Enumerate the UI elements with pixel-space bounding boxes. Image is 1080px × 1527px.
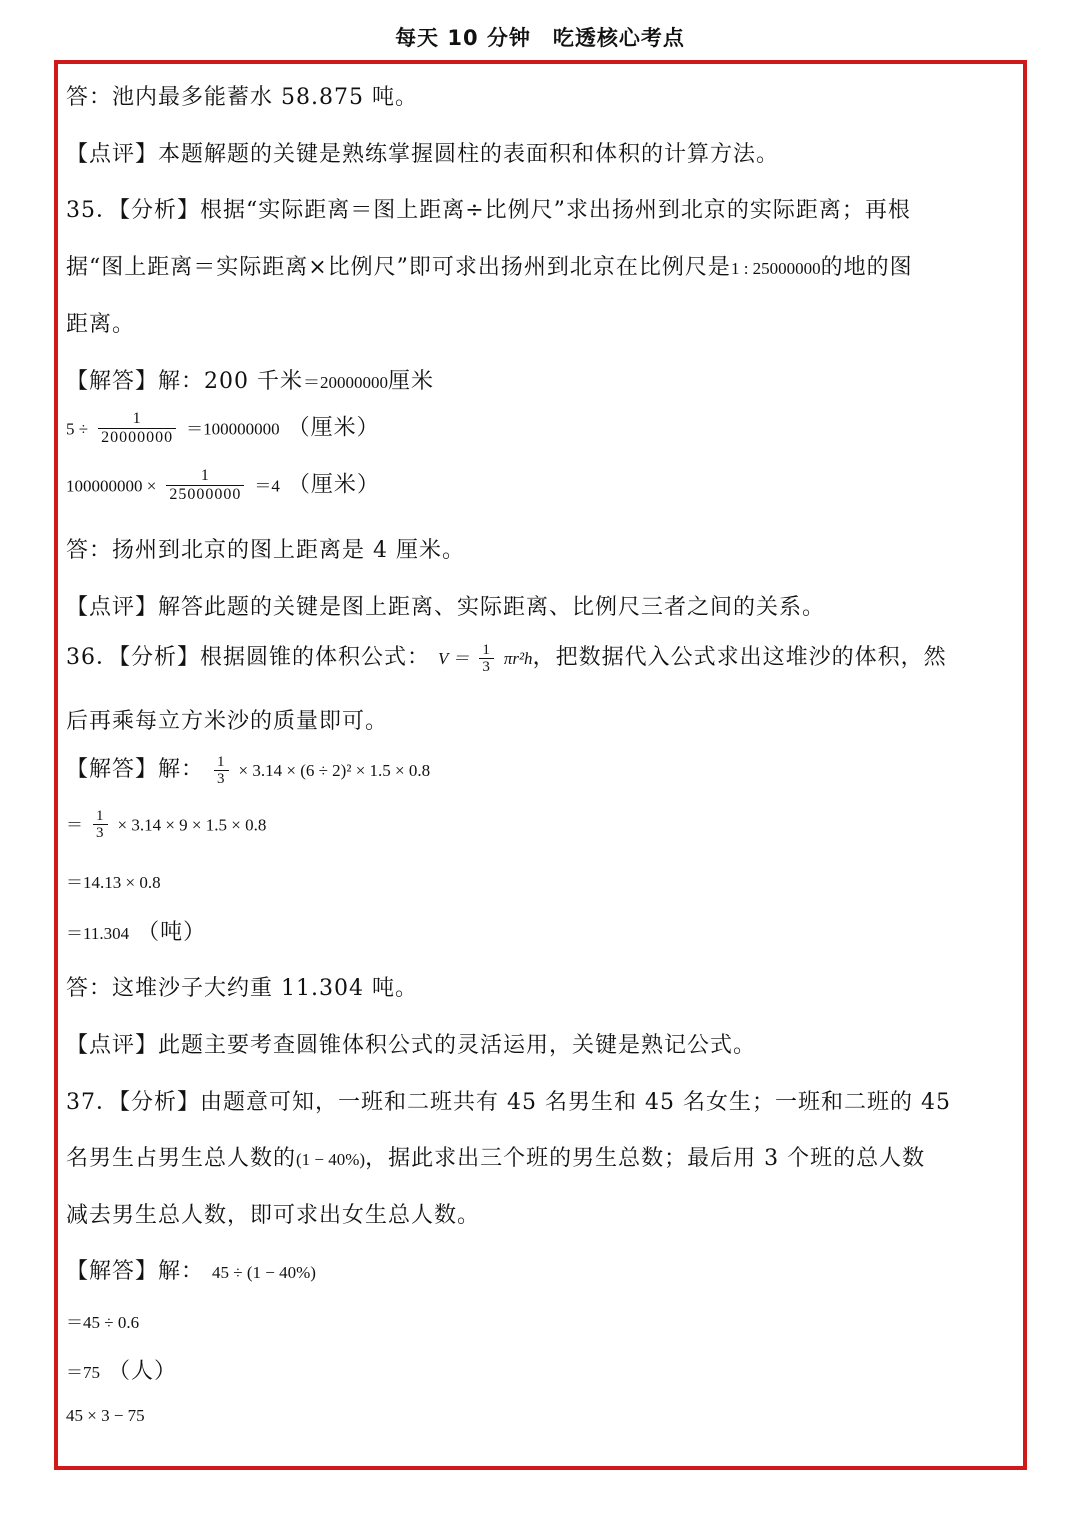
q36-solution-label: 【解答】解： bbox=[66, 757, 205, 782]
q35-analysis-line2-tail: 的地的图 bbox=[820, 255, 913, 280]
q36-formula-rest: πr²h bbox=[503, 649, 533, 668]
q37-solution-label: 【解答】解： bbox=[66, 1259, 205, 1284]
review-35: 【点评】解答此题的关键是图上距离、实际距离、比例尺三者之间的关系。 bbox=[66, 595, 826, 620]
q36-eq3-unit: （吨） bbox=[137, 920, 207, 945]
q36-equation-1 bbox=[66, 808, 266, 841]
q36-formula-denominator: 3 bbox=[482, 658, 491, 675]
q35-eq2-unit: （厘米） bbox=[287, 472, 380, 498]
q35-solution-line bbox=[66, 364, 434, 395]
review-36: 【点评】此题主要考查圆锥体积公式的灵活运用，关键是熟记公式。 bbox=[66, 1033, 757, 1058]
q37-analysis-line2-tail: ，据此求出三个班的男生总数；最后用 3 个班的总人数 bbox=[365, 1146, 926, 1171]
q35-eq2-denominator: 25000000 bbox=[169, 486, 242, 503]
q35-eq2-pre: 100000000 × bbox=[66, 476, 157, 496]
q35-equation-1 bbox=[66, 410, 380, 447]
q36-equation-3 bbox=[66, 915, 206, 946]
q35-eq1-unit: （厘米） bbox=[287, 415, 380, 441]
q37-eq2-result: ＝75 bbox=[66, 1363, 100, 1382]
q35-analysis-line1: 35．【分析】根据“实际距离＝图上距离÷比例尺”求出扬州到北京的实际距离；再根 bbox=[66, 198, 911, 223]
q36-formula-numerator: 1 bbox=[479, 642, 494, 659]
q37-equation-3: 45 × 3 − 75 bbox=[66, 1406, 145, 1425]
q36-analysis-tail: ，把数据代入公式求出这堆沙的体积，然 bbox=[532, 645, 947, 670]
q37-analysis-line2-text: 名男生占男生总人数的 bbox=[66, 1146, 297, 1171]
q36-equation-2: ＝14.13 × 0.8 bbox=[66, 873, 161, 892]
answer-36: 答：这堆沙子大约重 11.304 吨。 bbox=[66, 976, 418, 1001]
q35-equation-2 bbox=[66, 467, 380, 504]
q36-eq1-expr: × 3.14 × 9 × 1.5 × 0.8 bbox=[117, 815, 267, 835]
q37-solution-line bbox=[66, 1254, 316, 1285]
q36-solution-expr: × 3.14 × (6 ÷ 2)² × 1.5 × 0.8 bbox=[238, 761, 431, 780]
q35-eq1-fraction bbox=[98, 410, 176, 447]
q35-eq2-result: ＝4 bbox=[254, 476, 280, 496]
q36-eq1-fraction bbox=[93, 808, 108, 841]
q35-solution-eq: ＝20000000 bbox=[303, 373, 388, 392]
q37-analysis-line3: 减去男生总人数，即可求出女生总人数。 bbox=[66, 1203, 481, 1228]
q36-analysis-line1 bbox=[66, 640, 947, 675]
q36-eq1-denominator: 3 bbox=[96, 825, 105, 841]
q36-eq1-numerator: 1 bbox=[93, 808, 108, 825]
q37-solution-expr: 45 ÷ (1 − 40%) bbox=[212, 1263, 316, 1282]
q35-solution-unit: 厘米 bbox=[388, 369, 435, 394]
q35-eq1-pre: 5 ÷ bbox=[66, 419, 89, 439]
q36-analysis-label: 36．【分析】根据圆锥的体积公式： bbox=[66, 645, 430, 670]
q35-analysis-line2 bbox=[66, 250, 913, 281]
q35-eq1-numerator: 1 bbox=[98, 410, 176, 429]
q36-analysis-line2: 后再乘每立方米沙的质量即可。 bbox=[66, 709, 389, 734]
q36-solution-numerator: 1 bbox=[214, 754, 229, 771]
review-34: 【点评】本题解题的关键是熟练掌握圆柱的表面积和体积的计算方法。 bbox=[66, 142, 780, 167]
q36-volume-symbol: V ＝ bbox=[438, 649, 470, 668]
q37-equation-2 bbox=[66, 1354, 177, 1385]
q36-solution-line bbox=[66, 752, 430, 787]
q35-eq1-result: ＝100000000 bbox=[186, 419, 280, 439]
answer-34: 答：池内最多能蓄水 58.875 吨。 bbox=[66, 85, 418, 110]
q37-percent-expr: (1 − 40%) bbox=[296, 1150, 366, 1169]
q36-eq1-pre: ＝ bbox=[66, 815, 83, 835]
q35-analysis-line3: 距离。 bbox=[66, 312, 136, 337]
q36-solution-fraction bbox=[214, 754, 229, 787]
q35-scale-ratio: 1 : 25000000 bbox=[730, 259, 821, 278]
q37-analysis-line1: 37．【分析】由题意可知，一班和二班共有 45 名男生和 45 名女生；一班和二班的 45 bbox=[66, 1090, 951, 1115]
q36-formula-fraction bbox=[479, 642, 494, 675]
q37-analysis-line2 bbox=[66, 1141, 925, 1172]
q36-eq3-result: ＝11.304 bbox=[66, 924, 130, 943]
q35-eq2-fraction bbox=[166, 467, 244, 504]
q37-eq2-unit: （人） bbox=[108, 1359, 178, 1384]
page-header: 每天 10 分钟 吃透核心考点 bbox=[395, 26, 685, 50]
q35-analysis-line2-text: 据“图上距离＝实际距离×比例尺”即可求出扬州到北京在比例尺是 bbox=[66, 255, 731, 280]
answer-35: 答：扬州到北京的图上距离是 4 厘米。 bbox=[66, 538, 465, 563]
q37-equation-1: ＝45 ÷ 0.6 bbox=[66, 1313, 140, 1332]
q36-solution-denominator: 3 bbox=[217, 770, 226, 787]
q35-eq2-numerator: 1 bbox=[166, 467, 244, 486]
q35-eq1-denominator: 20000000 bbox=[101, 429, 174, 446]
q35-solution-label: 【解答】解：200 千米 bbox=[66, 369, 303, 394]
